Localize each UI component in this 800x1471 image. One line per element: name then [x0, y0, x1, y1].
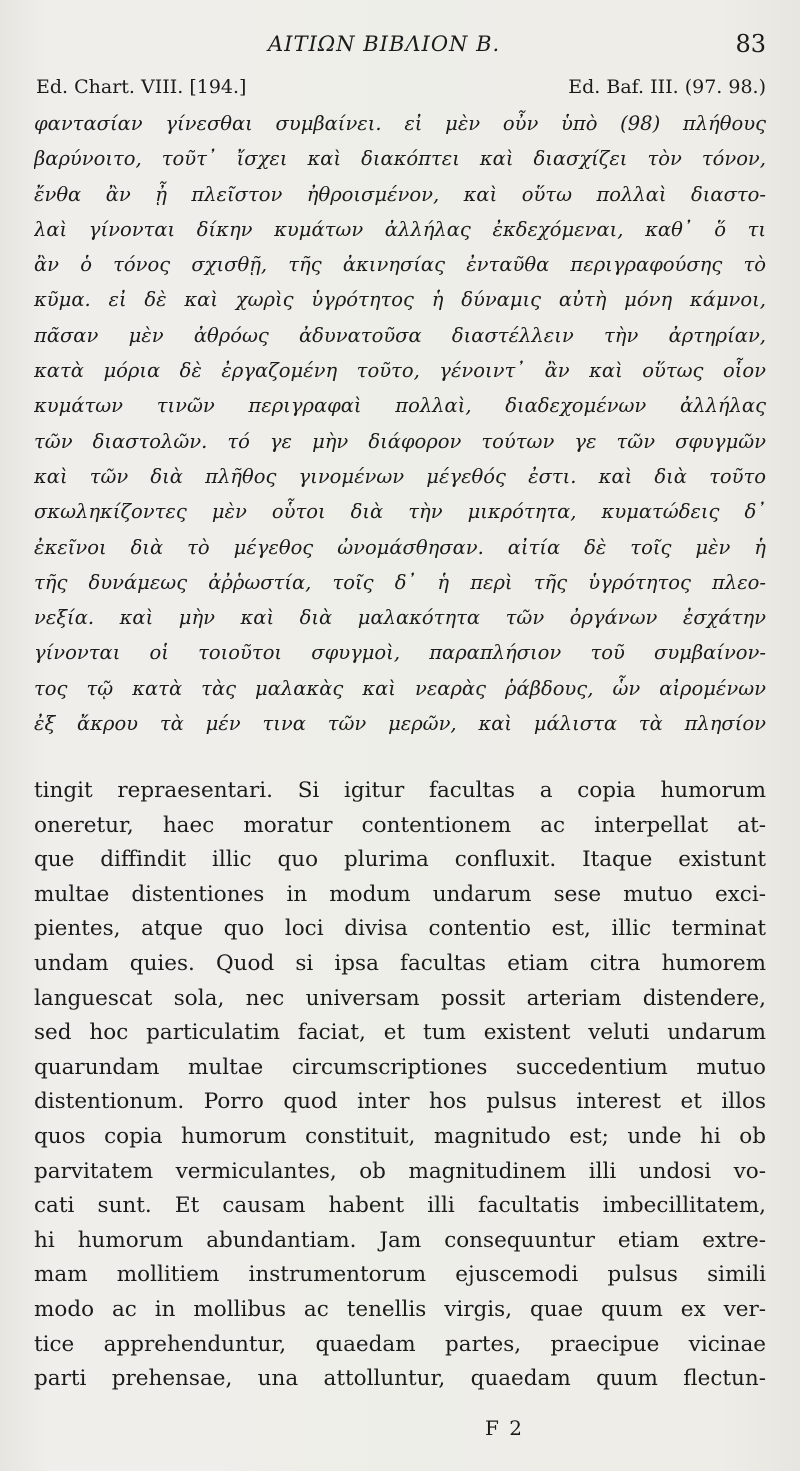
- latin-text-line: cati sunt. Et causam habent illi facultatis imbecillitatem,: [34, 1193, 766, 1219]
- greek-text-line: τῆς δυνάμεως ἀῤῥωστία, τοῖς δ᾽ ἡ περὶ τῆς ὑγρότητος πλεο-: [34, 570, 766, 594]
- greek-text-line: φαντασίαν γίνεσθαι συμβαίνει. εἰ μὲν οὖν ὑπὸ (98) πλήθους: [34, 112, 766, 135]
- greek-text-line: λαὶ γίνονται δίκην κυμάτων ἀλλήλας ἐκδεχόμεναι, καθ᾽ ὅ τι: [34, 217, 766, 241]
- greek-text-line: πᾶσαν μὲν ἀθρόως ἀδυνατοῦσα διαστέλλειν τὴν ἀρτηρίαν,: [34, 323, 766, 347]
- latin-text-line: parti prehensae, una attolluntur, quaedam quum flectun-: [34, 1366, 766, 1392]
- latin-text-line: languescat sola, nec universam possit arteriam distendere,: [34, 985, 766, 1011]
- running-head: [0, 28, 800, 64]
- latin-text-line: que diffindit illic quo plurima confluxit. Itaque existunt: [34, 847, 766, 873]
- latin-text-line: oneretur, haec moratur contentionem ac interpellat at-: [34, 812, 766, 838]
- edition-reference-line: [36, 76, 766, 104]
- edition-basel-ref: Ed. Baf. III. (97. 98.): [568, 76, 766, 98]
- greek-text-line: τος τῷ κατὰ τὰς μαλακὰς καὶ νεαρὰς ῥάβδους, ὧν αἰρομένων: [34, 676, 766, 700]
- greek-text-line: κῦμα. εἰ δὲ καὶ χωρὶς ὑγρότητος ἡ δύναμις αὐτὴ μόνη κάμνοι,: [34, 288, 766, 312]
- greek-text-line: ἂν ὁ τόνος σχισθῇ, τῆς ἀκινησίας ἐνταῦθα περιγραφούσης τὸ: [34, 253, 766, 277]
- printer-signature-mark: F 2: [485, 1416, 524, 1440]
- greek-text-line: γίνονται οἱ τοιοῦτοι σφυγμοὶ, παραπλήσιον τοῦ συμβαίνον-: [34, 641, 766, 665]
- latin-text-line: quos copia humorum constituit, magnitudo est; unde hi ob: [34, 1123, 766, 1149]
- latin-text-line: quarundam multae circumscriptiones succedentium mutuo: [34, 1054, 766, 1080]
- greek-text-line: ἐξ ἄκρου τὰ μέν τινα τῶν μερῶν, καὶ μάλιστα τὰ πλησίον: [34, 712, 766, 736]
- greek-text-line: κατὰ μόρια δὲ ἐργαζομένη τοῦτο, γένοιντ᾽ ἂν καὶ οὕτως οἷον: [34, 359, 766, 383]
- latin-text-line: modo ac in mollibus ac tenellis virgis, quae quum ex ver-: [34, 1296, 766, 1322]
- latin-text-line: multae distentiones in modum undarum sese mutuo exci-: [34, 881, 766, 907]
- greek-text-line: ἐκεῖνοι διὰ τὸ μέγεθος ὠνομάσθησαν. αἰτία δὲ τοῖς μὲν ἡ: [34, 535, 766, 559]
- greek-text-line: κυμάτων τινῶν περιγραφαὶ πολλαὶ, διαδεχομένων ἀλλήλας: [34, 394, 766, 418]
- latin-text-line: pientes, atque quo loci divisa contentio est, illic terminat: [34, 916, 766, 942]
- running-title: ΑΙΤΙΩΝ ΒΙΒΛΙΟΝ Β.: [268, 32, 501, 56]
- edition-chartier-ref: Ed. Chart. VIII. [194.]: [36, 76, 247, 98]
- latin-text-block: [34, 774, 766, 1397]
- latin-text-line: undam quies. Quod si ipsa facultas etiam citra humorem: [34, 950, 766, 976]
- latin-text-line: parvitatem vermiculantes, ob magnitudinem illi undosi vo-: [34, 1158, 766, 1184]
- latin-text-line: hi humorum abundantiam. Jam consequuntur etiam extre-: [34, 1227, 766, 1253]
- greek-text-line: τῶν διαστολῶν. τό γε μὴν διάφορον τούτων γε τῶν σφυγμῶν: [34, 429, 766, 453]
- latin-text-line: mam mollitiem instrumentorum ejuscemodi pulsus simili: [34, 1262, 766, 1288]
- latin-text-line: sed hoc particulatim faciat, et tum existent veluti undarum: [34, 1020, 766, 1046]
- greek-text-line: σκωληκίζοντες μὲν οὗτοι διὰ τὴν μικρότητα, κυματώδεις δ᾽: [34, 500, 766, 524]
- greek-text-block: [34, 106, 766, 741]
- latin-text-line: tice apprehenduntur, quaedam partes, praecipue vicinae: [34, 1331, 766, 1357]
- greek-text-line: βαρύνοιτο, τοῦτ᾽ ἴσχει καὶ διακόπτει καὶ διασχίζει τὸν τόνον,: [34, 147, 766, 171]
- page-number: 83: [735, 30, 766, 58]
- latin-text-line: distentionum. Porro quod inter hos pulsus interest et illos: [34, 1089, 766, 1115]
- greek-text-line: νεξία. καὶ μὴν καὶ διὰ μαλακότητα τῶν ὀργάνων ἐσχάτην: [34, 606, 766, 630]
- greek-text-line: ἔνθα ἂν ᾖ πλεῖστον ἠθροισμένον, καὶ οὕτω πολλαὶ διαστο-: [34, 182, 766, 206]
- greek-text-line: καὶ τῶν διὰ πλῆθος γινομένων μέγεθός ἐστι. καὶ διὰ τοῦτο: [34, 464, 766, 488]
- latin-text-line: tingit repraesentari. Si igitur facultas a copia humorum: [34, 778, 766, 803]
